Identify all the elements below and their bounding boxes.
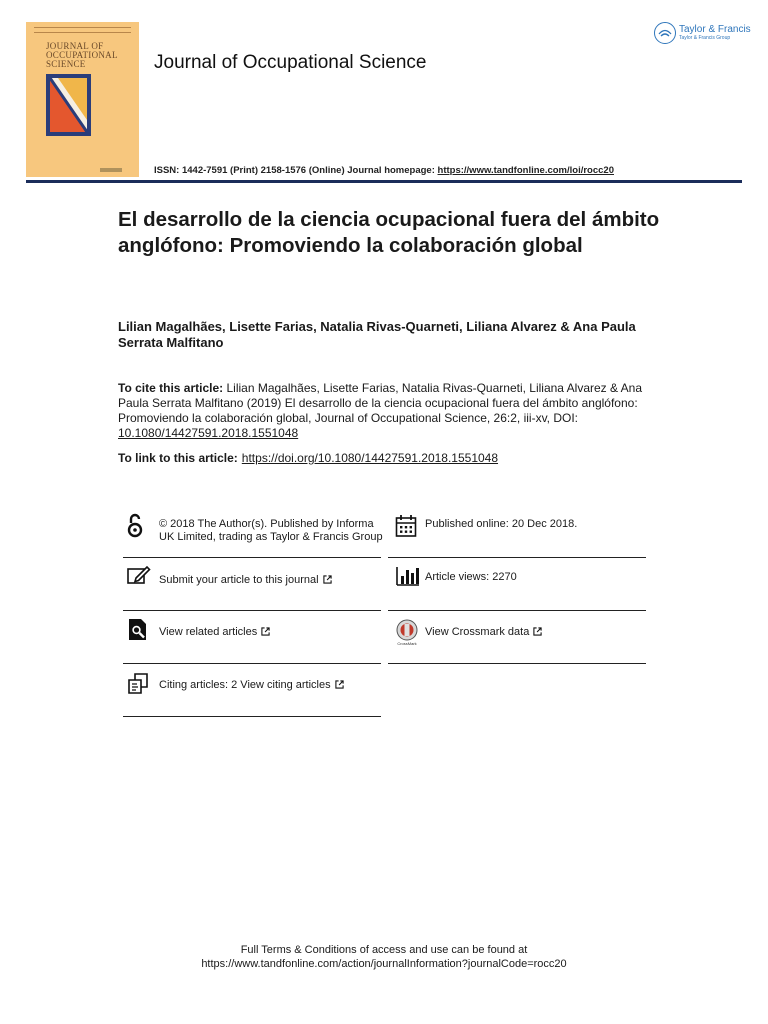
divider [388, 663, 646, 664]
footer-terms-text: Full Terms & Conditions of access and use can be found at [240, 944, 528, 956]
cover-title-line: JOURNAL OF [46, 41, 104, 51]
article-doi-link[interactable]: https://doi.org/10.1080/14427591.2018.1551048 [241, 451, 499, 465]
cite-label: To cite this article: [118, 381, 224, 395]
citing-documents-icon [127, 672, 151, 694]
cover-art-icon [46, 74, 91, 136]
svg-text:CrossMark: CrossMark [397, 641, 417, 646]
external-link-icon [261, 627, 270, 636]
article-title: El desarrollo de la ciencia ocupacional fuera del ámbito anglófono: Promoviendo la colaboración global [118, 208, 660, 257]
divider [388, 610, 646, 611]
issn-line [154, 165, 614, 176]
publisher-group: Taylor & Francis Group [679, 35, 731, 41]
external-link-icon [335, 680, 344, 689]
divider [123, 663, 381, 664]
footer-terms-link[interactable]: https://www.tandfonline.com/action/journalInformation?journalCode=rocc20 [201, 958, 567, 970]
article-views: Article views: 2270 [425, 571, 517, 583]
citation-block [118, 381, 653, 441]
calendar-icon [395, 514, 417, 538]
article-views-cell [394, 563, 646, 608]
publisher-name: Taylor & Francis [679, 24, 751, 35]
link-label: To link to this article: [118, 451, 238, 465]
crossmark-text [425, 626, 645, 639]
article-authors: Lilian Magalhães, Lisette Farias, Natalia Rivas-Quarneti, Liliana Alvarez & Ana Paula Serrata Malfitano [118, 319, 636, 350]
external-link-icon [323, 575, 332, 584]
journal-name: Journal of Occupational Science [154, 52, 427, 73]
published-cell [394, 512, 646, 557]
article-link-line [118, 451, 498, 465]
crossmark-label: View Crossmark data [425, 626, 530, 638]
footer [0, 943, 768, 971]
cover-title-line: SCIENCE [46, 59, 86, 69]
cover-title-line: OCCUPATIONAL [46, 50, 118, 60]
edit-icon [127, 565, 151, 585]
open-access-icon [125, 513, 145, 539]
citing-label: Citing articles: 2 View citing articles [159, 679, 331, 691]
bar-chart-icon [396, 566, 420, 586]
divider [123, 557, 381, 558]
divider [388, 557, 646, 558]
related-articles-link[interactable] [123, 616, 381, 661]
citing-text [159, 679, 381, 692]
published-date: Published online: 20 Dec 2018. [425, 518, 578, 530]
divider [123, 716, 381, 717]
cite-doi-link[interactable]: 10.1080/14427591.2018.1551048 [118, 426, 299, 440]
related-label: View related articles [159, 626, 258, 638]
issn-text: ISSN: 1442-7591 (Print) 2158-1576 (Online) Journal homepage: [154, 165, 438, 176]
external-link-icon [533, 627, 542, 636]
search-document-icon [127, 618, 149, 642]
submit-label: Submit your article to this journal [159, 574, 319, 586]
cite-text: Lilian Magalhães, Lisette Farias, Natalia Rivas-Quarneti, Liliana Alvarez & Ana Paula Serrata Malfitano (2019) El desarrollo de la ciencia ocupacional fuera del ámbito anglófono: Promoviendo la colaboración global, Journal of Occupational Science, 26:2, iii-xv, DOI: [118, 381, 643, 425]
journal-cover [26, 22, 139, 177]
cover-publisher-mark [100, 168, 122, 172]
license-cell [123, 512, 381, 557]
license-text: © 2018 The Author(s). Published by Informa UK Limited, trading as Taylor & Francis Group [159, 518, 383, 543]
cover-title [46, 42, 126, 69]
divider [123, 610, 381, 611]
crossmark-link[interactable] [394, 616, 646, 661]
citing-articles-link[interactable] [123, 670, 381, 715]
submit-text [159, 574, 381, 587]
crossmark-icon [395, 619, 419, 647]
taylor-francis-logo-icon [654, 22, 676, 44]
journal-homepage-link[interactable]: https://www.tandfonline.com/loi/rocc20 [437, 165, 614, 176]
related-text [159, 626, 381, 639]
taylor-francis-logo[interactable] [654, 22, 751, 48]
cover-top-bar [34, 27, 131, 33]
header-rule [26, 180, 742, 183]
submit-article-link[interactable] [123, 563, 381, 608]
